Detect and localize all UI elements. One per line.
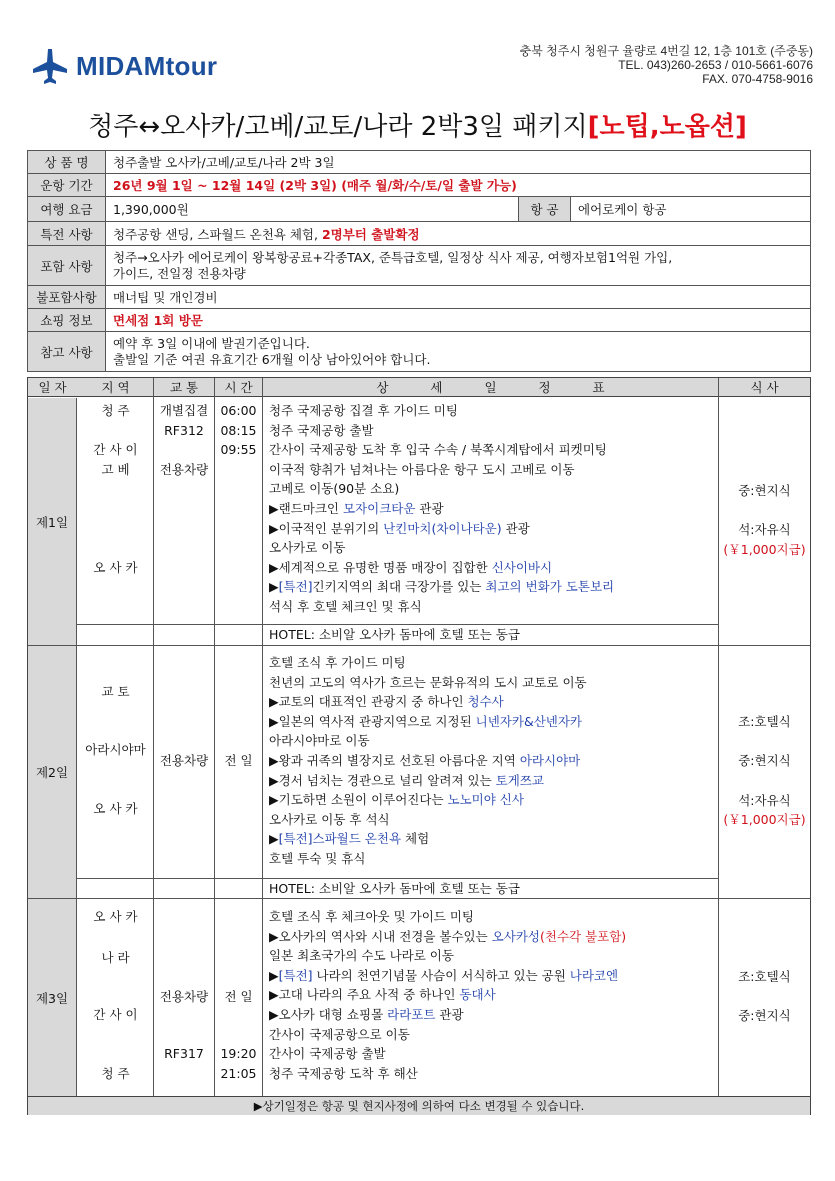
label-benefit: 특전 사항 [28, 222, 106, 246]
header-time: 시 간 [224, 380, 253, 395]
itinerary-line: 청주 국제공항 집결 후 가이드 미팅 [269, 403, 458, 418]
special-tag: [특전] [278, 579, 313, 595]
fax: FAX. 070-4758-9016 [702, 72, 813, 86]
meal-note: (￥1,000지급) [723, 812, 806, 827]
line-text: ▶세계적으로 유명한 명품 매장이 집합한 [269, 559, 492, 575]
header-day: 일 자 [38, 380, 67, 395]
itinerary-line: 청주 국제공항 출발 [269, 422, 374, 438]
label-include: 포함 사항 [28, 246, 106, 286]
exclusion-note: (천수각 불포함) [540, 928, 627, 944]
address: 충북 청주시 청원구 율량로 4번길 12, 1층 101호 (주중동) [519, 44, 813, 58]
note-line-2: 출발일 기준 여권 유효기간 6개월 이상 남아있어야 합니다. [113, 351, 431, 367]
place-highlight: 모자이크타운 [342, 500, 416, 516]
header-transport: 교 통 [169, 380, 199, 395]
itinerary-line [269, 692, 719, 712]
meal-note: (￥1,000지급) [723, 542, 806, 557]
day-divider [28, 898, 810, 899]
itinerary-line: 간사이 국제공항으로 이동 [269, 1026, 410, 1042]
region: 교 토 [101, 684, 130, 699]
itinerary-line: 아라시야마로 이동 [269, 733, 370, 749]
value-price: 1,390,000원 [106, 197, 519, 222]
line-text: 관광 [501, 520, 530, 536]
special-tag: [특전]스파월드 온천욕 [278, 831, 402, 847]
transport: 전용차량 [159, 989, 209, 1004]
note-line-1: 예약 후 3일 이내에 발권기준입니다. [113, 335, 310, 351]
header-detail: 상 세 일 정 표 [376, 380, 605, 395]
footer-note: ▶상기일정은 항공 및 현지사정에 의하여 다소 변경될 수 있습니다. [28, 1096, 810, 1115]
transport: 전용차량 [159, 753, 209, 768]
label-price: 여행 요금 [28, 197, 106, 222]
time: 전 일 [224, 989, 253, 1004]
day-1-cell [28, 398, 77, 645]
header-region: 지 역 [101, 380, 130, 395]
time: 전 일 [224, 753, 253, 768]
benefit-text: 청주공항 샌딩, 스파월드 온천욕 체험, [113, 226, 318, 242]
title-main: 청주↔오사카/고베/교토/나라 2박3일 패키지 [88, 112, 588, 142]
itinerary-line: 오사카로 이동 후 석식 [269, 811, 390, 827]
transport: RF312 [164, 423, 204, 438]
itinerary-line [269, 751, 719, 771]
label-exclude: 불포함사항 [28, 286, 106, 309]
line-text: ▶교토의 대표적인 관광지 중 하나인 [269, 694, 468, 710]
place-highlight: 라라포트 [387, 1006, 436, 1022]
place-highlight: 토게쯔교 [495, 772, 544, 788]
region: 오 사 카 [93, 909, 138, 924]
line-text: 관광 [435, 1006, 464, 1022]
itinerary-line: 일본 최초국가의 수도 나라로 이동 [269, 948, 454, 964]
time: 08:15 [220, 423, 257, 438]
value-include [106, 246, 811, 286]
itinerary-day-3 [269, 907, 719, 1083]
place-highlight: 동대사 [459, 987, 496, 1003]
hotel-day-2: HOTEL: 소비알 오사카 돔마에 호텔 또는 동급 [269, 881, 520, 896]
line-text: ▶ [269, 967, 279, 983]
itinerary-line: 천년의 고도의 역사가 흐르는 문화유적의 도시 교토로 이동 [269, 674, 587, 690]
region: 오 사 카 [93, 801, 138, 816]
itinerary-day-1 [269, 401, 719, 617]
meal: 조:호텔식 [738, 714, 791, 729]
meal: 석:자유식 [738, 793, 791, 808]
hotel-day-1: HOTEL: 소비알 오사카 돔마에 호텔 또는 동급 [269, 627, 520, 642]
itinerary-line [269, 499, 719, 519]
logo-text: MIDAMtour [76, 50, 218, 81]
line-text: ▶ [269, 831, 279, 847]
label-product: 상 품 명 [28, 151, 106, 174]
label-airline: 항 공 [519, 197, 571, 222]
value-shopping: 면세점 1회 방문 [106, 309, 811, 332]
value-benefit [106, 222, 811, 246]
contact-block [520, 44, 813, 86]
itinerary-line [269, 985, 719, 1005]
region: 청 주 [101, 1066, 130, 1081]
itinerary-line [269, 829, 719, 849]
schedule-table [27, 377, 811, 1115]
line-text: 나라의 천연기념물 사슴이 서식하고 있는 공원 [312, 967, 570, 983]
page-title [0, 106, 835, 143]
line-text: 체험 [401, 831, 430, 847]
itinerary-line: 고베로 이동(90분 소요) [269, 481, 400, 497]
label-shopping: 쇼핑 정보 [28, 309, 106, 332]
line-text: ▶이국적인 분위기의 [269, 520, 384, 536]
place-highlight: 신사이바시 [491, 559, 553, 575]
meal: 중:현지식 [738, 483, 791, 498]
day-divider [28, 645, 810, 646]
region: 고 베 [101, 462, 130, 477]
line-text: ▶왕과 귀족의 별장지로 선호된 아름다운 지역 [269, 752, 520, 768]
place-highlight: 청수사 [467, 694, 504, 710]
line-text: ▶경서 넘치는 경관으로 널리 알려져 있는 [269, 772, 496, 788]
benefit-highlight: 2명부터 출발확정 [321, 226, 420, 242]
meal: 중:현지식 [738, 1008, 791, 1023]
info-row-include [28, 246, 811, 286]
place-highlight: 나라코엔 [569, 967, 619, 983]
itinerary-line: 석식 후 호텔 체크인 및 휴식 [269, 598, 422, 614]
day-3-label: 제3일 [35, 990, 69, 1006]
region: 아라시야마 [85, 742, 146, 757]
region: 간 사 이 [93, 1007, 138, 1022]
day-2-label: 제2일 [35, 765, 69, 780]
itinerary-line [269, 927, 719, 947]
value-product: 청주출발 오사카/고베/교토/나라 2박 3일 [106, 151, 811, 174]
itinerary-line [269, 1005, 719, 1025]
include-line-1: 청주→오사카 에어로케이 왕복항공료+각종TAX, 준특급호텔, 일정상 식사 제공, 여행자보험1억원 가입, [113, 249, 673, 265]
label-note: 참고 사항 [28, 332, 106, 372]
schedule-header [28, 378, 810, 397]
include-line-2: 가이드, 전일정 전용차량 [113, 265, 246, 281]
line-text: ▶ [269, 579, 279, 595]
phone: TEL. 043)260-2653 / 010-5661-6076 [618, 58, 813, 72]
meal: 석:자유식 [738, 522, 791, 537]
info-row-period [28, 174, 811, 197]
itinerary-line [269, 519, 719, 539]
itinerary-line: 간사이 국제공항 도착 후 입국 수속 / 북쪽시계탑에서 피켓미팅 [269, 442, 607, 458]
line-text: 긴키지역의 최대 극장가를 있는 [312, 579, 486, 595]
itinerary-line: 호텔 조식 후 체크아웃 및 가이드 미팅 [269, 909, 474, 924]
region: 나 라 [101, 950, 130, 965]
meal: 조:호텔식 [738, 969, 791, 984]
itinerary-line [269, 771, 719, 791]
line-text: 관광 [415, 500, 444, 516]
logo [30, 46, 217, 86]
itinerary-line: 청주 국제공항 도착 후 해산 [269, 1065, 418, 1081]
transport: 전용차량 [159, 462, 209, 477]
place-highlight: 오사카성 [491, 928, 540, 944]
itinerary-line: 호텔 투숙 및 휴식 [269, 850, 366, 866]
info-row-shopping [28, 309, 811, 332]
transport: RF317 [164, 1046, 204, 1061]
itinerary-line [269, 558, 719, 578]
info-row-product [28, 151, 811, 174]
itinerary-line [269, 790, 719, 810]
line-text: ▶일본의 역사적 관광지역으로 지정된 [269, 713, 476, 729]
title-highlight: [노팁,노옵션] [587, 112, 747, 142]
label-period: 운항 기간 [28, 174, 106, 197]
day-2-cell [28, 646, 77, 898]
info-row-exclude [28, 286, 811, 309]
value-note [106, 332, 811, 372]
line-text: ▶고대 나라의 주요 사적 중 하나인 [269, 987, 460, 1003]
line-text: ▶기도하면 소원이 이루어진다는 [269, 792, 448, 808]
line-text: ▶오사카의 역사와 시내 전경을 볼수있는 [269, 928, 492, 944]
place-highlight: 노노미야 신사 [447, 792, 524, 808]
transport: 개별집결 [159, 403, 209, 418]
info-row-price [28, 197, 811, 222]
day-1-label: 제1일 [35, 514, 69, 530]
itinerary-line [269, 577, 719, 597]
meal: 중:현지식 [738, 753, 791, 768]
time: 21:05 [220, 1066, 257, 1081]
place-highlight: 난킨마치(차이나타운) [383, 520, 502, 536]
info-row-note [28, 332, 811, 372]
region: 간 사 이 [93, 442, 138, 457]
time: 09:55 [220, 442, 257, 457]
region: 오 사 카 [93, 560, 138, 575]
place-highlight: 아라시야마 [519, 752, 581, 768]
itinerary-line: 오사카로 이동 [269, 540, 346, 556]
info-table [27, 150, 811, 372]
line-text: ▶오사카 대형 쇼핑몰 [269, 1006, 388, 1022]
airplane-icon [30, 46, 70, 86]
place-highlight: 니넨자카&산넨자카 [475, 713, 582, 729]
itinerary-line [269, 966, 719, 986]
itinerary-line: 호텔 조식 후 가이드 미팅 [269, 655, 406, 670]
itinerary-line [269, 712, 719, 732]
itinerary-line: 간사이 국제공항 출발 [269, 1046, 386, 1062]
col-divider [262, 378, 263, 1096]
itinerary-line: 이국적 향취가 넘쳐나는 아름다운 항구 도시 고베로 이동 [269, 461, 575, 477]
itinerary-day-2 [269, 653, 719, 869]
special-tag: [특전] [278, 967, 313, 983]
line-text: ▶랜드마크인 [269, 500, 343, 516]
header-meal: 식 사 [750, 380, 779, 395]
value-exclude: 매너팁 및 개인경비 [106, 286, 811, 309]
value-airline: 에어로케이 항공 [571, 197, 811, 222]
value-period: 26년 9월 1일 ~ 12월 14일 (2박 3일) (매주 월/화/수/토/일 출발 가능) [106, 174, 811, 197]
time: 06:00 [220, 403, 257, 418]
info-row-benefit [28, 222, 811, 246]
time: 19:20 [220, 1046, 257, 1061]
region: 청 주 [101, 403, 130, 418]
place-highlight: 최고의 번화가 도톤보리 [485, 579, 615, 595]
day-3-cell [28, 899, 77, 1096]
